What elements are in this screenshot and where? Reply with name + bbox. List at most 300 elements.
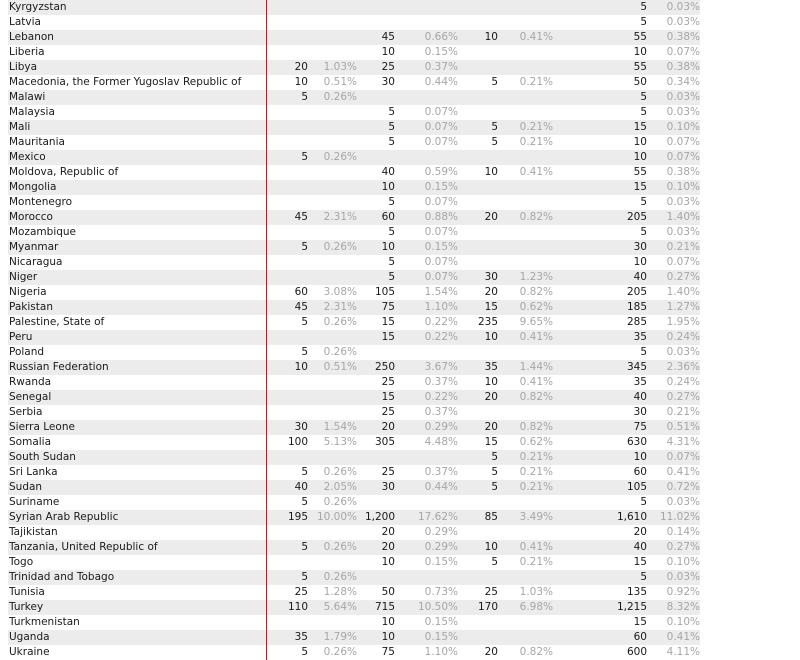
percent-cell-3: 0.21% — [519, 556, 553, 568]
count-cell-2: 250 — [374, 361, 395, 373]
table-row — [8, 315, 700, 330]
total-percent-cell: 0.38% — [666, 166, 700, 178]
percent-cell-3: 3.49% — [519, 511, 553, 523]
country-cell: Poland — [9, 346, 45, 358]
total-count-cell: 185 — [626, 301, 647, 313]
total-percent-cell: 0.27% — [666, 391, 700, 403]
country-cell: Niger — [9, 271, 38, 283]
percent-cell-1: 0.26% — [323, 466, 357, 478]
total-count-cell: 35 — [633, 331, 647, 343]
country-cell: Rwanda — [9, 376, 52, 388]
country-cell: Malaysia — [9, 106, 55, 118]
percent-cell-2: 0.07% — [424, 226, 458, 238]
count-cell-2: 5 — [388, 121, 395, 133]
total-count-cell: 10 — [633, 136, 647, 148]
total-count-cell: 5 — [640, 106, 647, 118]
count-cell-1: 5 — [301, 571, 308, 583]
country-cell: Trinidad and Tobago — [9, 571, 115, 583]
table-row — [8, 150, 700, 165]
count-cell-3: 10 — [484, 31, 498, 43]
country-cell: Turkey — [9, 601, 44, 613]
table-row — [8, 540, 700, 555]
total-percent-cell: 0.07% — [666, 451, 700, 463]
percent-cell-3: 0.82% — [519, 646, 553, 658]
count-cell-2: 10 — [381, 181, 395, 193]
total-count-cell: 75 — [633, 421, 647, 433]
total-count-cell: 5 — [640, 16, 647, 28]
table-row — [8, 120, 700, 135]
count-cell-2: 5 — [388, 226, 395, 238]
percent-cell-2: 0.22% — [424, 331, 458, 343]
total-count-cell: 5 — [640, 496, 647, 508]
count-cell-2: 25 — [381, 376, 395, 388]
table-row — [8, 255, 700, 270]
count-cell-2: 45 — [381, 31, 395, 43]
total-count-cell: 40 — [633, 271, 647, 283]
country-cell: Kyrgyzstan — [9, 1, 67, 13]
count-cell-1: 45 — [294, 301, 308, 313]
table-row — [8, 525, 700, 540]
total-percent-cell: 0.24% — [666, 331, 700, 343]
percent-cell-1: 0.26% — [323, 496, 357, 508]
total-percent-cell: 0.27% — [666, 271, 700, 283]
country-cell: Serbia — [9, 406, 43, 418]
count-cell-1: 110 — [287, 601, 308, 613]
percent-cell-2: 1.54% — [424, 286, 458, 298]
count-cell-3: 235 — [477, 316, 498, 328]
country-cell: Pakistan — [9, 301, 53, 313]
country-cell: Palestine, State of — [9, 316, 105, 328]
total-count-cell: 30 — [633, 406, 647, 418]
country-cell: Russian Federation — [9, 361, 109, 373]
count-cell-2: 20 — [381, 421, 395, 433]
table-row — [8, 240, 700, 255]
total-count-cell: 135 — [626, 586, 647, 598]
percent-cell-1: 2.05% — [323, 481, 357, 493]
total-percent-cell: 2.36% — [666, 361, 700, 373]
country-cell: Mongolia — [9, 181, 57, 193]
total-percent-cell: 0.41% — [666, 466, 700, 478]
percent-cell-3: 0.21% — [519, 466, 553, 478]
table-row — [8, 435, 700, 450]
count-cell-3: 20 — [484, 211, 498, 223]
count-cell-3: 5 — [491, 76, 498, 88]
table-row — [8, 405, 700, 420]
percent-cell-2: 0.44% — [424, 481, 458, 493]
total-percent-cell: 8.32% — [666, 601, 700, 613]
total-percent-cell: 0.03% — [666, 196, 700, 208]
count-cell-3: 15 — [484, 436, 498, 448]
percent-cell-2: 0.44% — [424, 76, 458, 88]
country-cell: Nigeria — [9, 286, 47, 298]
percent-cell-3: 0.82% — [519, 421, 553, 433]
count-cell-2: 50 — [381, 586, 395, 598]
total-count-cell: 15 — [633, 616, 647, 628]
count-cell-3: 15 — [484, 301, 498, 313]
table-row — [8, 195, 700, 210]
total-count-cell: 15 — [633, 181, 647, 193]
total-count-cell: 5 — [640, 571, 647, 583]
total-count-cell: 35 — [633, 376, 647, 388]
total-count-cell: 285 — [626, 316, 647, 328]
country-cell: Sierra Leone — [9, 421, 75, 433]
total-percent-cell: 0.10% — [666, 121, 700, 133]
percent-cell-3: 1.44% — [519, 361, 553, 373]
percent-cell-2: 0.22% — [424, 391, 458, 403]
total-percent-cell: 1.40% — [666, 211, 700, 223]
total-percent-cell: 0.03% — [666, 16, 700, 28]
count-cell-3: 20 — [484, 646, 498, 658]
percent-cell-1: 1.28% — [323, 586, 357, 598]
total-count-cell: 105 — [626, 481, 647, 493]
percent-cell-2: 0.15% — [424, 181, 458, 193]
country-cell: Togo — [9, 556, 34, 568]
percent-cell-2: 0.29% — [424, 526, 458, 538]
count-cell-2: 305 — [374, 436, 395, 448]
percent-cell-1: 5.64% — [323, 601, 357, 613]
count-cell-1: 5 — [301, 541, 308, 553]
count-cell-3: 10 — [484, 376, 498, 388]
count-cell-3: 30 — [484, 271, 498, 283]
table-row — [8, 570, 700, 585]
count-cell-3: 25 — [484, 586, 498, 598]
percent-cell-2: 0.15% — [424, 46, 458, 58]
table-row — [8, 165, 700, 180]
percent-cell-3: 1.23% — [519, 271, 553, 283]
count-cell-3: 170 — [477, 601, 498, 613]
percent-cell-2: 1.10% — [424, 301, 458, 313]
percent-cell-2: 0.15% — [424, 241, 458, 253]
total-percent-cell: 0.10% — [666, 616, 700, 628]
table-row — [8, 210, 700, 225]
country-cell: Tunisia — [9, 586, 45, 598]
total-percent-cell: 0.03% — [666, 496, 700, 508]
country-cell: Suriname — [9, 496, 60, 508]
country-cell: Senegal — [9, 391, 52, 403]
total-percent-cell: 0.72% — [666, 481, 700, 493]
percent-cell-3: 0.41% — [519, 331, 553, 343]
table-row — [8, 390, 700, 405]
percent-cell-3: 0.21% — [519, 121, 553, 133]
total-count-cell: 50 — [633, 76, 647, 88]
count-cell-2: 10 — [381, 616, 395, 628]
count-cell-2: 20 — [381, 541, 395, 553]
total-count-cell: 55 — [633, 166, 647, 178]
count-cell-1: 5 — [301, 316, 308, 328]
total-percent-cell: 4.11% — [666, 646, 700, 658]
country-cell: Mexico — [9, 151, 46, 163]
percent-cell-1: 1.54% — [323, 421, 357, 433]
percent-cell-3: 0.21% — [519, 76, 553, 88]
total-count-cell: 5 — [640, 196, 647, 208]
total-count-cell: 5 — [640, 226, 647, 238]
percent-cell-2: 4.48% — [424, 436, 458, 448]
total-percent-cell: 0.24% — [666, 376, 700, 388]
percent-cell-1: 0.51% — [323, 361, 357, 373]
table-row — [8, 345, 700, 360]
percent-cell-2: 0.29% — [424, 421, 458, 433]
count-cell-3: 20 — [484, 286, 498, 298]
percent-cell-3: 0.41% — [519, 31, 553, 43]
percent-cell-3: 6.98% — [519, 601, 553, 613]
count-cell-1: 60 — [294, 286, 308, 298]
count-cell-2: 25 — [381, 406, 395, 418]
percent-cell-1: 3.08% — [323, 286, 357, 298]
table-row — [8, 600, 700, 615]
table-row — [8, 510, 700, 525]
percent-cell-1: 0.26% — [323, 541, 357, 553]
country-cell: Lebanon — [9, 31, 54, 43]
percent-cell-1: 0.26% — [323, 241, 357, 253]
total-count-cell: 55 — [633, 31, 647, 43]
total-count-cell: 60 — [633, 466, 647, 478]
percent-cell-3: 0.41% — [519, 166, 553, 178]
table-row — [8, 555, 700, 570]
total-count-cell: 5 — [640, 346, 647, 358]
country-cell: Myanmar — [9, 241, 59, 253]
count-cell-2: 5 — [388, 271, 395, 283]
count-cell-1: 5 — [301, 646, 308, 658]
percent-cell-1: 10.00% — [316, 511, 357, 523]
total-percent-cell: 0.03% — [666, 571, 700, 583]
percent-cell-2: 0.07% — [424, 196, 458, 208]
percent-cell-3: 0.62% — [519, 436, 553, 448]
total-percent-cell: 1.40% — [666, 286, 700, 298]
percent-cell-2: 0.88% — [424, 211, 458, 223]
total-percent-cell: 0.38% — [666, 61, 700, 73]
country-cell: Malawi — [9, 91, 46, 103]
table-row — [8, 630, 700, 645]
percent-cell-1: 2.31% — [323, 301, 357, 313]
count-cell-1: 100 — [287, 436, 308, 448]
total-count-cell: 600 — [626, 646, 647, 658]
total-percent-cell: 0.07% — [666, 151, 700, 163]
total-count-cell: 205 — [626, 286, 647, 298]
count-cell-1: 30 — [294, 421, 308, 433]
count-cell-2: 75 — [381, 301, 395, 313]
country-cell: South Sudan — [9, 451, 76, 463]
count-cell-3: 20 — [484, 421, 498, 433]
column-divider — [266, 0, 267, 660]
country-cell: Macedonia, the Former Yugoslav Republic of — [9, 76, 242, 88]
total-count-cell: 630 — [626, 436, 647, 448]
count-cell-1: 25 — [294, 586, 308, 598]
percent-cell-2: 0.29% — [424, 541, 458, 553]
percent-cell-1: 0.26% — [323, 571, 357, 583]
total-count-cell: 40 — [633, 391, 647, 403]
percent-cell-2: 0.59% — [424, 166, 458, 178]
count-cell-1: 35 — [294, 631, 308, 643]
count-cell-2: 75 — [381, 646, 395, 658]
table-row — [8, 0, 700, 15]
count-cell-2: 20 — [381, 526, 395, 538]
percent-cell-3: 9.65% — [519, 316, 553, 328]
total-count-cell: 20 — [633, 526, 647, 538]
count-cell-1: 195 — [287, 511, 308, 523]
percent-cell-1: 0.26% — [323, 346, 357, 358]
total-count-cell: 10 — [633, 451, 647, 463]
percent-cell-1: 1.79% — [323, 631, 357, 643]
total-percent-cell: 0.03% — [666, 346, 700, 358]
total-percent-cell: 0.07% — [666, 46, 700, 58]
percent-cell-3: 0.21% — [519, 481, 553, 493]
count-cell-2: 60 — [381, 211, 395, 223]
table-row — [8, 420, 700, 435]
total-percent-cell: 0.27% — [666, 541, 700, 553]
percent-cell-2: 0.37% — [424, 466, 458, 478]
total-percent-cell: 0.10% — [666, 556, 700, 568]
country-cell: Nicaragua — [9, 256, 63, 268]
country-cell: Sri Lanka — [9, 466, 58, 478]
total-percent-cell: 0.10% — [666, 181, 700, 193]
total-percent-cell: 0.03% — [666, 106, 700, 118]
total-count-cell: 10 — [633, 256, 647, 268]
total-count-cell: 15 — [633, 556, 647, 568]
percent-cell-3: 0.62% — [519, 301, 553, 313]
count-cell-3: 85 — [484, 511, 498, 523]
percent-cell-1: 1.03% — [323, 61, 357, 73]
count-cell-2: 5 — [388, 106, 395, 118]
table-row — [8, 270, 700, 285]
percent-cell-1: 5.13% — [323, 436, 357, 448]
country-cell: Montenegro — [9, 196, 73, 208]
country-cell: Mauritania — [9, 136, 65, 148]
total-percent-cell: 0.51% — [666, 421, 700, 433]
percent-cell-2: 0.07% — [424, 106, 458, 118]
total-percent-cell: 0.03% — [666, 226, 700, 238]
percent-cell-1: 2.31% — [323, 211, 357, 223]
total-percent-cell: 0.34% — [666, 76, 700, 88]
count-cell-2: 10 — [381, 556, 395, 568]
table-row — [8, 480, 700, 495]
total-count-cell: 10 — [633, 46, 647, 58]
country-cell: Peru — [9, 331, 33, 343]
percent-cell-2: 0.07% — [424, 271, 458, 283]
count-cell-3: 10 — [484, 331, 498, 343]
percent-cell-2: 0.22% — [424, 316, 458, 328]
count-cell-2: 10 — [381, 241, 395, 253]
country-cell: Uganda — [9, 631, 50, 643]
percent-cell-3: 0.82% — [519, 391, 553, 403]
total-count-cell: 205 — [626, 211, 647, 223]
table-row — [8, 495, 700, 510]
total-percent-cell: 1.95% — [666, 316, 700, 328]
table-row — [8, 180, 700, 195]
table-row — [8, 225, 700, 240]
count-cell-2: 25 — [381, 466, 395, 478]
table-row — [8, 135, 700, 150]
percent-cell-2: 0.37% — [424, 406, 458, 418]
total-count-cell: 60 — [633, 631, 647, 643]
table-row — [8, 105, 700, 120]
total-count-cell: 30 — [633, 241, 647, 253]
percent-cell-2: 0.15% — [424, 556, 458, 568]
percent-cell-3: 1.03% — [519, 586, 553, 598]
table-row — [8, 30, 700, 45]
table-row — [8, 585, 700, 600]
count-cell-2: 5 — [388, 256, 395, 268]
percent-cell-3: 0.41% — [519, 541, 553, 553]
percent-cell-1: 0.26% — [323, 646, 357, 658]
count-cell-3: 10 — [484, 541, 498, 553]
count-cell-1: 45 — [294, 211, 308, 223]
data-table — [8, 0, 700, 660]
country-cell: Sudan — [9, 481, 43, 493]
table-row — [8, 450, 700, 465]
percent-cell-2: 0.66% — [424, 31, 458, 43]
count-cell-3: 10 — [484, 166, 498, 178]
total-percent-cell: 1.27% — [666, 301, 700, 313]
count-cell-2: 1,200 — [364, 511, 395, 523]
percent-cell-1: 0.26% — [323, 151, 357, 163]
percent-cell-3: 0.21% — [519, 451, 553, 463]
percent-cell-1: 0.26% — [323, 91, 357, 103]
count-cell-1: 5 — [301, 466, 308, 478]
total-percent-cell: 0.07% — [666, 256, 700, 268]
table-row — [8, 645, 700, 660]
total-percent-cell: 4.31% — [666, 436, 700, 448]
table-row — [8, 285, 700, 300]
count-cell-3: 5 — [491, 136, 498, 148]
country-cell: Somalia — [9, 436, 52, 448]
total-count-cell: 345 — [626, 361, 647, 373]
total-percent-cell: 0.92% — [666, 586, 700, 598]
count-cell-2: 15 — [381, 316, 395, 328]
table-row — [8, 360, 700, 375]
table-row — [8, 300, 700, 315]
total-percent-cell: 0.07% — [666, 136, 700, 148]
country-cell: Latvia — [9, 16, 41, 28]
count-cell-2: 715 — [374, 601, 395, 613]
percent-cell-2: 0.07% — [424, 256, 458, 268]
country-cell: Tanzania, United Republic of — [9, 541, 158, 553]
total-count-cell: 1,610 — [616, 511, 647, 523]
table-row — [8, 90, 700, 105]
table-row — [8, 75, 700, 90]
percent-cell-2: 0.07% — [424, 136, 458, 148]
total-percent-cell: 0.41% — [666, 631, 700, 643]
count-cell-1: 20 — [294, 61, 308, 73]
count-cell-1: 5 — [301, 91, 308, 103]
percent-cell-3: 0.41% — [519, 376, 553, 388]
total-count-cell: 15 — [633, 121, 647, 133]
count-cell-3: 35 — [484, 361, 498, 373]
total-count-cell: 40 — [633, 541, 647, 553]
total-percent-cell: 0.14% — [666, 526, 700, 538]
count-cell-2: 15 — [381, 331, 395, 343]
count-cell-3: 5 — [491, 451, 498, 463]
table-row — [8, 465, 700, 480]
count-cell-1: 5 — [301, 151, 308, 163]
table-row — [8, 375, 700, 390]
percent-cell-2: 1.10% — [424, 646, 458, 658]
country-cell: Turkmenistan — [9, 616, 80, 628]
total-percent-cell: 0.03% — [666, 91, 700, 103]
count-cell-2: 5 — [388, 136, 395, 148]
percent-cell-2: 3.67% — [424, 361, 458, 373]
percent-cell-2: 0.15% — [424, 616, 458, 628]
country-cell: Morocco — [9, 211, 53, 223]
percent-cell-3: 0.82% — [519, 286, 553, 298]
percent-cell-2: 0.15% — [424, 631, 458, 643]
count-cell-1: 5 — [301, 241, 308, 253]
total-count-cell: 1,215 — [616, 601, 647, 613]
count-cell-1: 5 — [301, 496, 308, 508]
percent-cell-3: 0.82% — [519, 211, 553, 223]
country-cell: Mozambique — [9, 226, 77, 238]
country-cell: Tajikistan — [9, 526, 58, 538]
percent-cell-2: 0.07% — [424, 121, 458, 133]
